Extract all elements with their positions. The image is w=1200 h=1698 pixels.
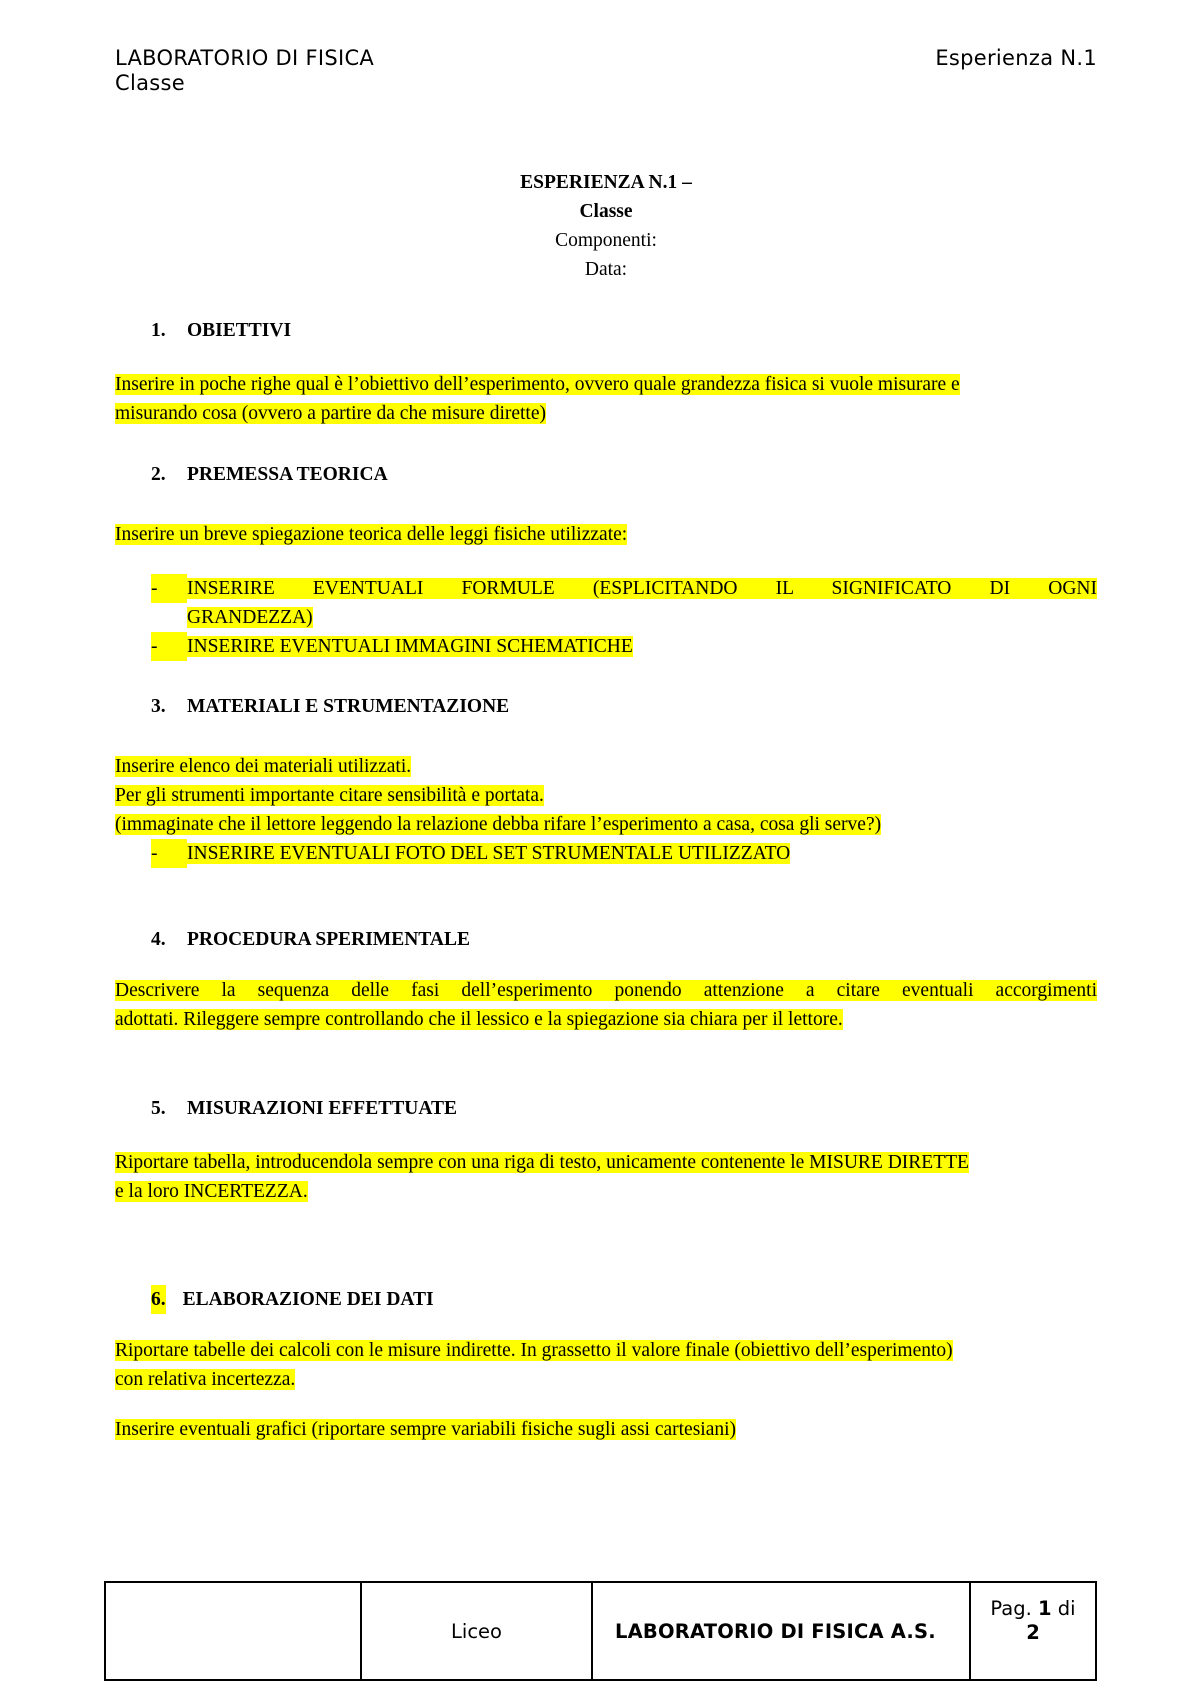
processing-line-2: con relativa incertezza. [115,1369,296,1390]
section-title: MATERIALI E STRUMENTAZIONE [187,696,510,717]
measurements-line-1: Riportare tabella, introducendola sempre con una riga di testo, unicamente contenente le MISURE DIRETTE [115,1152,969,1173]
page-total: 2 [1026,1621,1040,1644]
footer-lab-title: LABORATORIO DI FISICA A.S. [593,1583,971,1679]
section-heading-6 [151,1285,434,1314]
formulas-line-2: GRANDEZZA) [187,607,313,628]
materials-line-3: (immaginate che il lettore leggendo la relazione debba rifare l’esperimento a casa, cosa gli serve?) [115,814,882,835]
header-class: Classe [115,71,185,95]
section-heading-4 [151,925,470,954]
measurements-text [115,1148,1097,1206]
footer-school: Liceo [362,1583,593,1679]
section-number: 4. [151,929,166,950]
formulas-line-1: INSERIRE EVENTUALI FORMULE (ESPLICITANDO IL SIGNIFICATO DI OGNI [187,578,1097,599]
section-title: OBIETTIVI [187,320,292,341]
page-current: 1 [1038,1597,1052,1620]
section-number: 6. [151,1285,166,1314]
theory-intro-text: Inserire un breve spiegazione teorica delle leggi fisiche utilizzate: [115,524,628,545]
bullet-dash: - [151,839,187,868]
materials-line-2: Per gli strumenti importante citare sensibilità e portata. [115,785,544,806]
materials-line-1: Inserire elenco dei materiali utilizzati. [115,756,412,777]
footer-table [104,1581,1097,1681]
objectives-text [115,370,1097,428]
page-header [115,46,1097,96]
section-heading-3 [151,692,509,721]
graphs-text [115,1415,1097,1444]
section-heading-5 [151,1094,457,1123]
header-title: LABORATORIO DI FISICA [115,46,375,70]
footer-page-number [971,1583,1095,1679]
section-title: PROCEDURA SPERIMENTALE [187,929,470,950]
procedure-text [115,976,1097,1034]
section-title: PREMESSA TEORICA [187,464,388,485]
images-text: INSERIRE EVENTUALI IMMAGINI SCHEMATICHE [187,636,633,657]
bullet-dash: - [151,632,187,661]
theory-intro [115,520,1097,549]
list-item [151,839,1097,868]
header-experience: Esperienza N.1 [935,46,1097,70]
section-heading-2 [151,460,388,489]
objectives-line-1: Inserire in poche righe qual è l’obiettivo dell’esperimento, ovvero quale grandezza fisica si vuole misurare e [115,374,960,395]
doc-components: Componenti: [555,230,657,251]
procedure-line-1: Descrivere la sequenza delle fasi dell’esperimento ponendo attenzione a citare eventuali accorgimenti [115,980,1097,1001]
processing-line-1: Riportare tabelle dei calcoli con le misure indirette. In grassetto il valore finale (obiettivo dell’esperimento) [115,1340,953,1361]
procedure-line-2: adottati. Rileggere sempre controllando che il lessico e la spiegazione sia chiara per il lettore. [115,1009,843,1030]
list-item [151,632,1097,661]
section-number: 3. [151,696,166,717]
section-title: ELABORAZIONE DEI DATI [182,1289,434,1310]
measurements-line-2: e la loro INCERTEZZA. [115,1181,308,1202]
section-number: 1. [151,320,166,341]
title-block [115,168,1097,284]
section-title: MISURAZIONI EFFETTUATE [187,1098,457,1119]
bullet-dash: - [151,574,187,603]
photos-text: INSERIRE EVENTUALI FOTO DEL SET STRUMENTALE UTILIZZATO [187,843,791,864]
doc-class: Classe [579,201,633,222]
page-prefix: Pag. [990,1597,1032,1620]
materials-text [115,752,1097,839]
objectives-line-2: misurando cosa (ovvero a partire da che misure dirette) [115,403,546,424]
data-processing-text [115,1336,1097,1394]
section-heading-1 [151,316,291,345]
graphs-line: Inserire eventuali grafici (riportare sempre variabili fisiche sugli assi cartesiani) [115,1419,737,1440]
section-number: 2. [151,464,166,485]
page-of: di [1057,1597,1076,1620]
footer-cell-empty [106,1583,362,1679]
doc-title: ESPERIENZA N.1 – [520,172,692,193]
list-item [151,574,1097,632]
section-number: 5. [151,1098,166,1119]
doc-date: Data: [584,259,628,280]
